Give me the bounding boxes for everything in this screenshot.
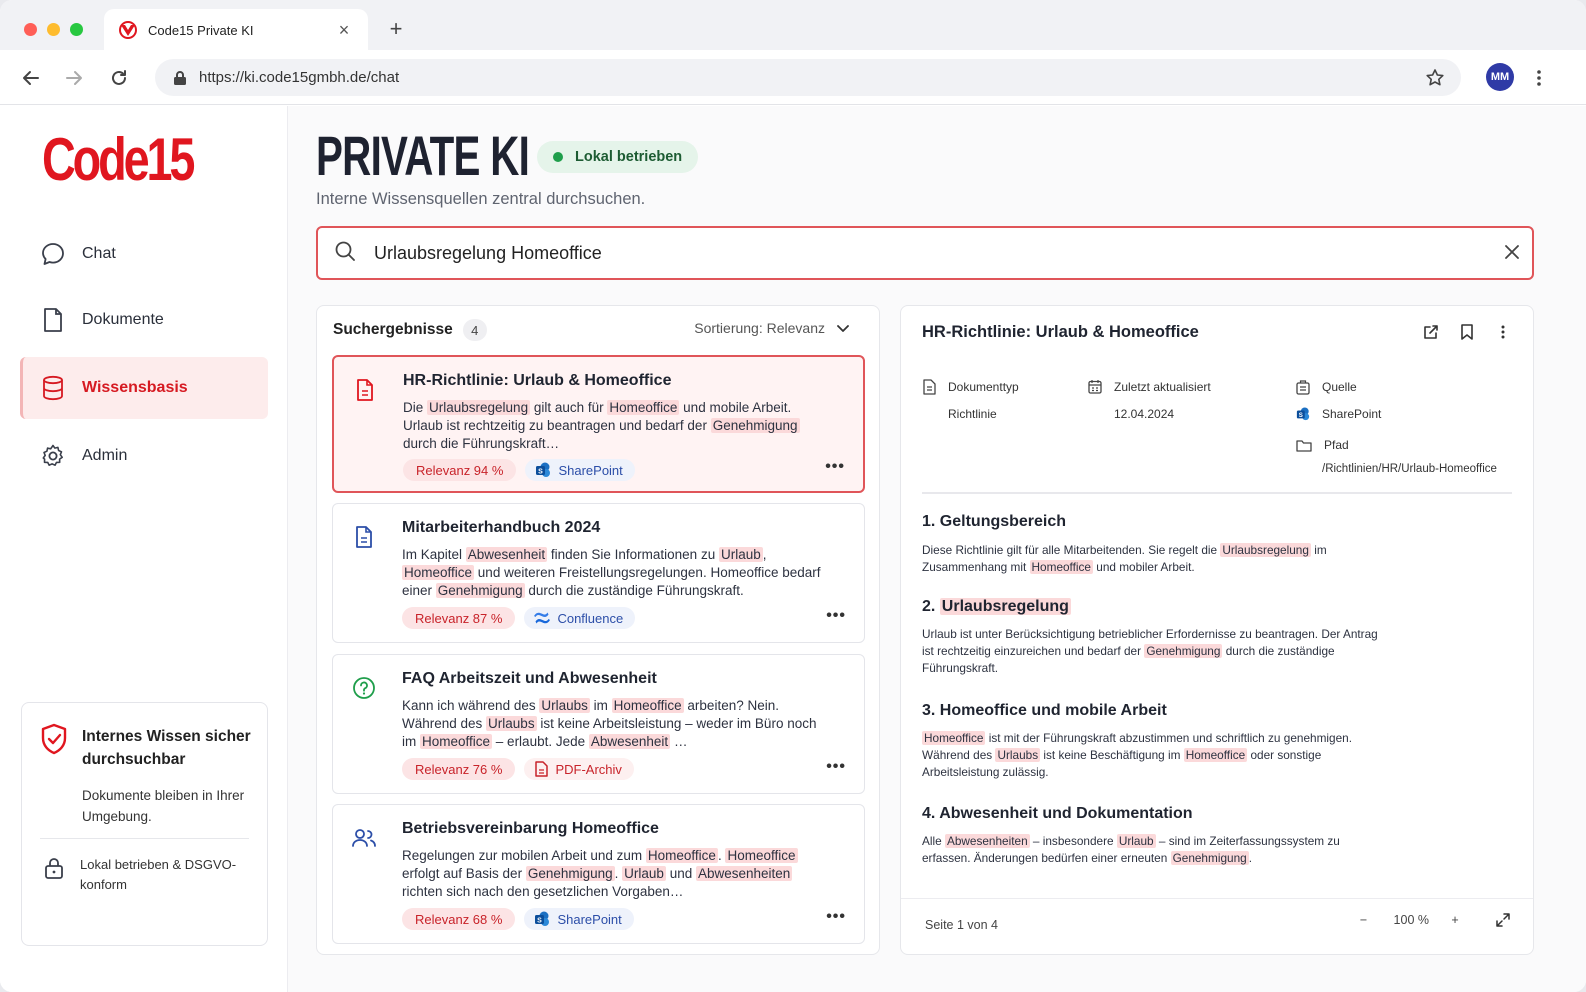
status-dot-icon: [553, 152, 563, 162]
meta-path-value[interactable]: /Richtlinien/HR/Urlaub-Homeoffice: [1322, 463, 1497, 475]
page-title: PRIVATE KI: [316, 124, 530, 187]
bookmark-star-icon[interactable]: [1425, 68, 1445, 93]
document-red-icon: [352, 377, 378, 403]
source-badge: [524, 607, 635, 629]
result-snippet: Kann ich während des Urlaubs im Homeoffice arbeiten? Nein. Während des Urlaubs ist keine Arbeitsleistung – weder im Büro noch im Homeoffice – erlaubt. Jede Abwesenheit …: [402, 698, 817, 749]
results-count-badge: 4: [463, 319, 487, 341]
sidebar-item-label: Chat: [82, 245, 116, 262]
page-subtitle: Interne Wissensquellen zentral durchsuchen.: [316, 190, 646, 208]
lock-icon: [44, 857, 64, 884]
source-label: PDF-Archiv: [555, 761, 622, 777]
sharepoint-icon: [535, 462, 551, 478]
svg-text:S: S: [538, 468, 544, 476]
back-arrow-icon[interactable]: [19, 66, 43, 90]
app-root: [0, 106, 1586, 992]
divider: [922, 492, 1512, 494]
section-paragraph: Alle Abwesenheiten – insbesondere Urlaub – sind im Zeiterfassungssystem zu erfassen. Änderungen bedürfen einer erneuten Genehmigung .: [922, 834, 1340, 865]
document-actions: [1421, 322, 1513, 342]
sidebar-item-label: Admin: [82, 447, 128, 464]
meta-type-value: Richtlinie: [948, 407, 997, 421]
results-title: Suchergebnisse: [333, 321, 453, 338]
section-heading: 2. Urlaubsregelung: [922, 598, 1069, 615]
result-title[interactable]: Betriebsvereinbarung Homeoffice: [402, 820, 659, 837]
result-more-icon[interactable]: •••: [825, 458, 845, 475]
status-badge: [537, 141, 698, 173]
new-tab-icon[interactable]: +: [389, 16, 403, 41]
users-icon: [351, 825, 377, 851]
forward-arrow-icon[interactable]: [62, 66, 86, 90]
more-vertical-icon[interactable]: [1493, 322, 1513, 342]
bookmark-icon[interactable]: [1457, 322, 1477, 342]
sidebar-item-label: Dokumente: [82, 311, 164, 328]
document-preview-panel: [900, 305, 1534, 955]
result-card[interactable]: [332, 503, 865, 643]
chevron-down-icon: [837, 320, 849, 336]
gear-icon: [40, 443, 66, 469]
result-snippet: Regelungen zur mobilen Arbeit und zum Homeoffice . Homeoffice erfolgt auf Basis der Genehmigung . Urlaub und Abwesenheiten richten sich nach den gesetzlichen Vorgaben…: [402, 848, 796, 899]
result-more-icon[interactable]: •••: [826, 607, 846, 624]
sidebar-item-label: Wissensbasis: [82, 379, 188, 396]
meta-type: Dokumenttyp: [922, 379, 1019, 395]
file-icon: [922, 379, 936, 395]
meta-updated: Zuletzt aktualisiert: [1088, 379, 1211, 394]
divider: [40, 838, 249, 839]
info-card-text: Dokumente bleiben in Ihrer Umgebung.: [82, 788, 245, 824]
section-heading: 4. Abwesenheit und Dokumentation: [922, 805, 1193, 822]
relevance-badge: Relevanz 76 %: [402, 758, 515, 780]
briefcase-icon: [1296, 379, 1310, 395]
svg-text:S: S: [1298, 411, 1303, 419]
maximize-window-dot[interactable]: [70, 23, 83, 36]
zoom-level: 100 %: [1393, 913, 1429, 927]
source-badge: [524, 758, 633, 780]
svg-text:S: S: [537, 917, 543, 925]
result-card[interactable]: [332, 654, 865, 794]
results-header: [333, 319, 487, 341]
code15-logo[interactable]: Code15: [42, 126, 193, 193]
meta-source: Quelle: [1296, 379, 1357, 395]
security-info-card: [21, 702, 268, 946]
sidebar: [0, 106, 288, 992]
meta-source-value: S SharePoint: [1296, 407, 1381, 421]
relevance-badge: Relevanz 94 %: [403, 459, 516, 481]
relevance-badge: Relevanz 68 %: [402, 908, 515, 930]
clear-search-icon[interactable]: [1492, 240, 1532, 266]
sharepoint-icon: [534, 911, 550, 927]
sort-label: Sortierung: Relevanz: [694, 320, 825, 336]
profile-avatar[interactable]: MM: [1486, 63, 1514, 91]
sidebar-item-wissensbasis[interactable]: [20, 357, 268, 419]
result-snippet: Die Urlaubsregelung gilt auch für Homeoffice und mobile Arbeit. Urlaub ist rechtzeitig zu beantragen und bedarf der Genehmigung durch die Führungskraft…: [403, 400, 798, 451]
sharepoint-icon: [1296, 407, 1310, 421]
lock-icon: [173, 70, 187, 86]
result-title[interactable]: Mitarbeiterhandbuch 2024: [402, 519, 601, 536]
relevance-badge: Relevanz 87 %: [402, 607, 515, 629]
meta-path: Pfad: [1296, 438, 1349, 452]
sidebar-item-dokumente[interactable]: [20, 289, 268, 351]
address-bar[interactable]: [155, 59, 1461, 96]
database-icon: [40, 375, 66, 401]
source-badge: [525, 459, 634, 481]
tab-title: Code15 Private KI: [148, 22, 254, 38]
sidebar-item-chat[interactable]: [20, 223, 268, 285]
sort-dropdown[interactable]: [694, 320, 849, 336]
result-card[interactable]: [332, 804, 865, 944]
document-blue-icon: [351, 524, 377, 550]
folder-icon: [1296, 439, 1312, 452]
zoom-controls: [1352, 913, 1513, 927]
result-tags: [403, 459, 635, 481]
confluence-icon: [534, 610, 550, 626]
meta-updated-value: 12.04.2024: [1114, 407, 1175, 421]
source-label: SharePoint: [558, 462, 623, 478]
zoom-in-icon[interactable]: +: [1451, 913, 1459, 927]
fullscreen-icon[interactable]: [1493, 913, 1513, 927]
code15-favicon-icon: [118, 20, 138, 40]
result-title[interactable]: HR-Richtlinie: Urlaub & Homeoffice: [403, 372, 672, 389]
question-circle-icon: [351, 675, 377, 701]
search-results-panel: [316, 305, 880, 955]
result-tags: [402, 607, 635, 629]
info-card-footer: Lokal betrieben & DSGVO-konform: [80, 857, 237, 892]
page-indicator: Seite 1 von 4: [925, 918, 998, 932]
source-badge: [524, 908, 633, 930]
browser-tabbar: [0, 0, 1586, 50]
result-more-icon[interactable]: •••: [826, 908, 846, 925]
browser-toolbar: [0, 50, 1586, 105]
reload-icon[interactable]: [107, 66, 131, 90]
search-input[interactable]: [374, 243, 1492, 264]
shield-check-icon: [40, 723, 68, 760]
document-icon: [40, 307, 66, 333]
close-window-dot[interactable]: [24, 23, 37, 36]
result-snippet: Im Kapitel Abwesenheit finden Sie Informationen zu Urlaub , Homeoffice und weiteren Freistellungsregelungen. Homeoffice bedarf einer Genehmigung durch die zuständige Führungskraft.: [402, 547, 821, 598]
pdf-file-icon: [534, 761, 548, 777]
section-paragraph: Diese Richtlinie gilt für alle Mitarbeitenden. Sie regelt die Urlaubsregelung im Zusammenhang mit Homeoffice und mobiler Arbeit.: [922, 543, 1327, 574]
section-heading: 3. Homeoffice und mobile Arbeit: [922, 702, 1167, 719]
document-footer: [901, 898, 1533, 954]
result-more-icon[interactable]: •••: [826, 758, 846, 775]
result-card[interactable]: [332, 355, 865, 493]
source-label: SharePoint: [557, 911, 622, 927]
search-box: [316, 226, 1534, 280]
result-tags: [402, 758, 634, 780]
document-title: HR-Richtlinie: Urlaub & Homeoffice: [922, 323, 1199, 341]
open-external-icon[interactable]: [1421, 322, 1441, 342]
tab-close-icon[interactable]: ×: [338, 19, 350, 40]
browser-tab[interactable]: [104, 9, 368, 51]
browser-menu-icon[interactable]: [1532, 66, 1546, 90]
section-paragraph: Homeoffice ist mit der Führungskraft abzustimmen und schriftlich zu genehmigen. Während des Urlaubs ist keine Beschäftigung im Homeoffice oder sonstige Arbeitsleistung zulässig.: [922, 731, 1352, 779]
section-heading: 1. Geltungsbereich: [922, 513, 1067, 530]
search-icon: [334, 240, 356, 267]
url-text: https://ki.code15gmbh.de/chat: [199, 69, 400, 86]
calendar-icon: [1088, 379, 1102, 394]
zoom-out-icon[interactable]: −: [1359, 913, 1368, 927]
source-label: Confluence: [557, 610, 624, 626]
result-tags: [402, 908, 634, 930]
result-title[interactable]: FAQ Arbeitszeit und Abwesenheit: [402, 670, 657, 687]
minimize-window-dot[interactable]: [47, 23, 60, 36]
info-card-title: Internes Wissen sicher durchsuchbar: [82, 728, 251, 768]
section-paragraph: Urlaub ist unter Berücksichtigung betrieblicher Erfordernisse zu beantragen. Der Antrag ist rechtzeitig einzureichen und bedarf der Genehmigung durch die zuständige Führungskraft.: [922, 627, 1378, 675]
status-badge-label: Lokal betrieben: [575, 149, 683, 165]
chat-bubble-icon: [40, 241, 66, 267]
sidebar-item-admin[interactable]: [20, 425, 268, 487]
